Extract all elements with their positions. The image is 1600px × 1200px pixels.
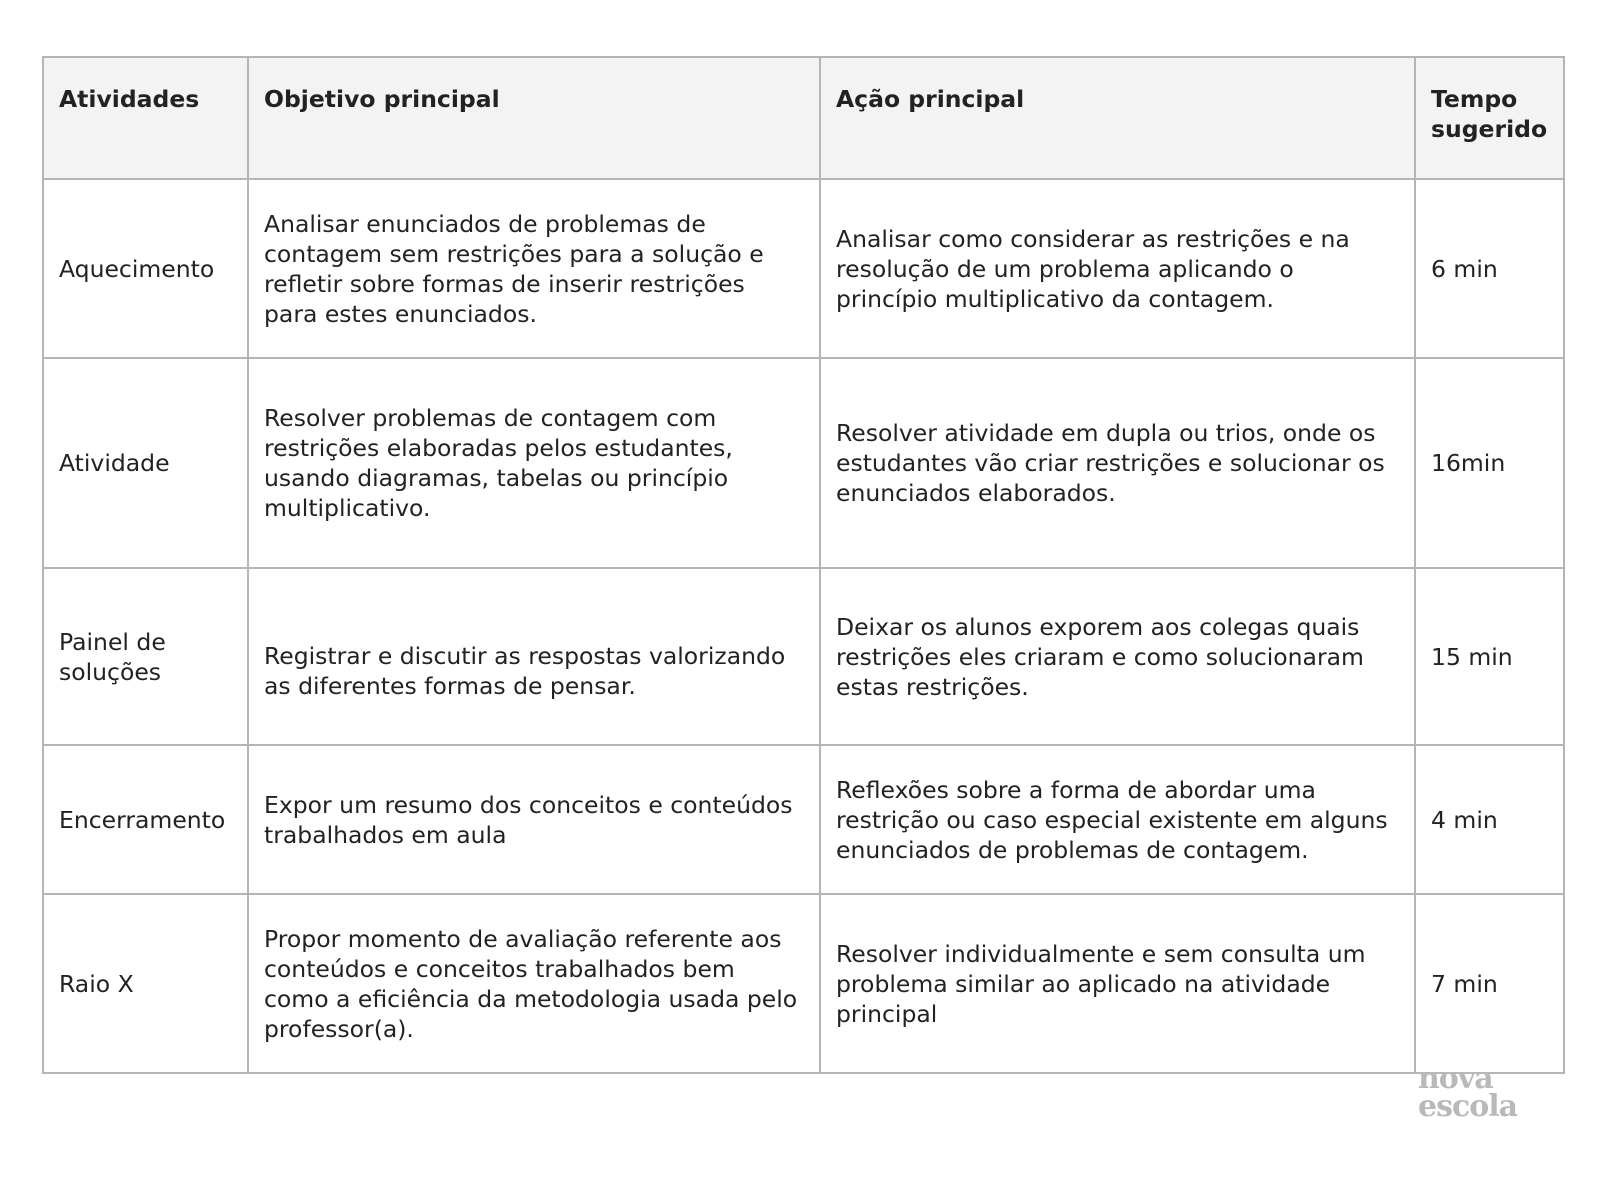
cell-acao: Analisar como considerar as restrições e na resolução de um problema aplicando o princípio multiplicativo da contagem.: [820, 179, 1415, 358]
lesson-plan-table: [42, 56, 1565, 1074]
cell-atividade: Painel de soluções: [43, 568, 248, 745]
header-atividades: Atividades: [43, 57, 248, 179]
cell-acao: Resolver individualmente e sem consulta um problema similar ao aplicado na atividade principal: [820, 894, 1415, 1073]
header-acao: Ação principal: [820, 57, 1415, 179]
logo-line-2: escola: [1418, 1089, 1518, 1124]
cell-acao: Resolver atividade em dupla ou trios, onde os estudantes vão criar restrições e solucionar os enunciados elaborados.: [820, 358, 1415, 568]
cell-tempo: 4 min: [1415, 745, 1564, 894]
logo-line-1: nova: [1418, 1061, 1493, 1096]
cell-acao: Deixar os alunos exporem aos colegas quais restrições eles criaram e como solucionaram estas restrições.: [820, 568, 1415, 745]
cell-atividade: Atividade: [43, 358, 248, 568]
cell-atividade: Raio X: [43, 894, 248, 1073]
cell-tempo: 6 min: [1415, 179, 1564, 358]
cell-tempo: 7 min: [1415, 894, 1564, 1073]
cell-acao: Reflexões sobre a forma de abordar uma restrição ou caso especial existente em alguns enunciados de problemas de contagem.: [820, 745, 1415, 894]
table-row: [43, 894, 1564, 1073]
cell-atividade: Encerramento: [43, 745, 248, 894]
table-row: [43, 745, 1564, 894]
cell-objetivo: Resolver problemas de contagem com restrições elaboradas pelos estudantes, usando diagramas, tabelas ou princípio multiplicativo.: [248, 358, 820, 568]
nova-escola-logo: [1418, 1061, 1518, 1124]
table-row: [43, 179, 1564, 358]
header-tempo: Tempo sugerido: [1415, 57, 1564, 179]
cell-atividade: Aquecimento: [43, 179, 248, 358]
cell-objetivo: Propor momento de avaliação referente aos conteúdos e conceitos trabalhados bem como a eficiência da metodologia usada pelo professor(a).: [248, 894, 820, 1073]
cell-objetivo: Expor um resumo dos conceitos e conteúdos trabalhados em aula: [248, 745, 820, 894]
table-header-row: [43, 57, 1564, 179]
cell-objetivo: Registrar e discutir as respostas valorizando as diferentes formas de pensar.: [248, 568, 820, 745]
header-objetivo: Objetivo principal: [248, 57, 820, 179]
table-row: [43, 358, 1564, 568]
table-row: [43, 568, 1564, 745]
cell-tempo: 16min: [1415, 358, 1564, 568]
cell-tempo: 15 min: [1415, 568, 1564, 745]
cell-objetivo: Analisar enunciados de problemas de contagem sem restrições para a solução e refletir sobre formas de inserir restrições para estes enunciados.: [248, 179, 820, 358]
